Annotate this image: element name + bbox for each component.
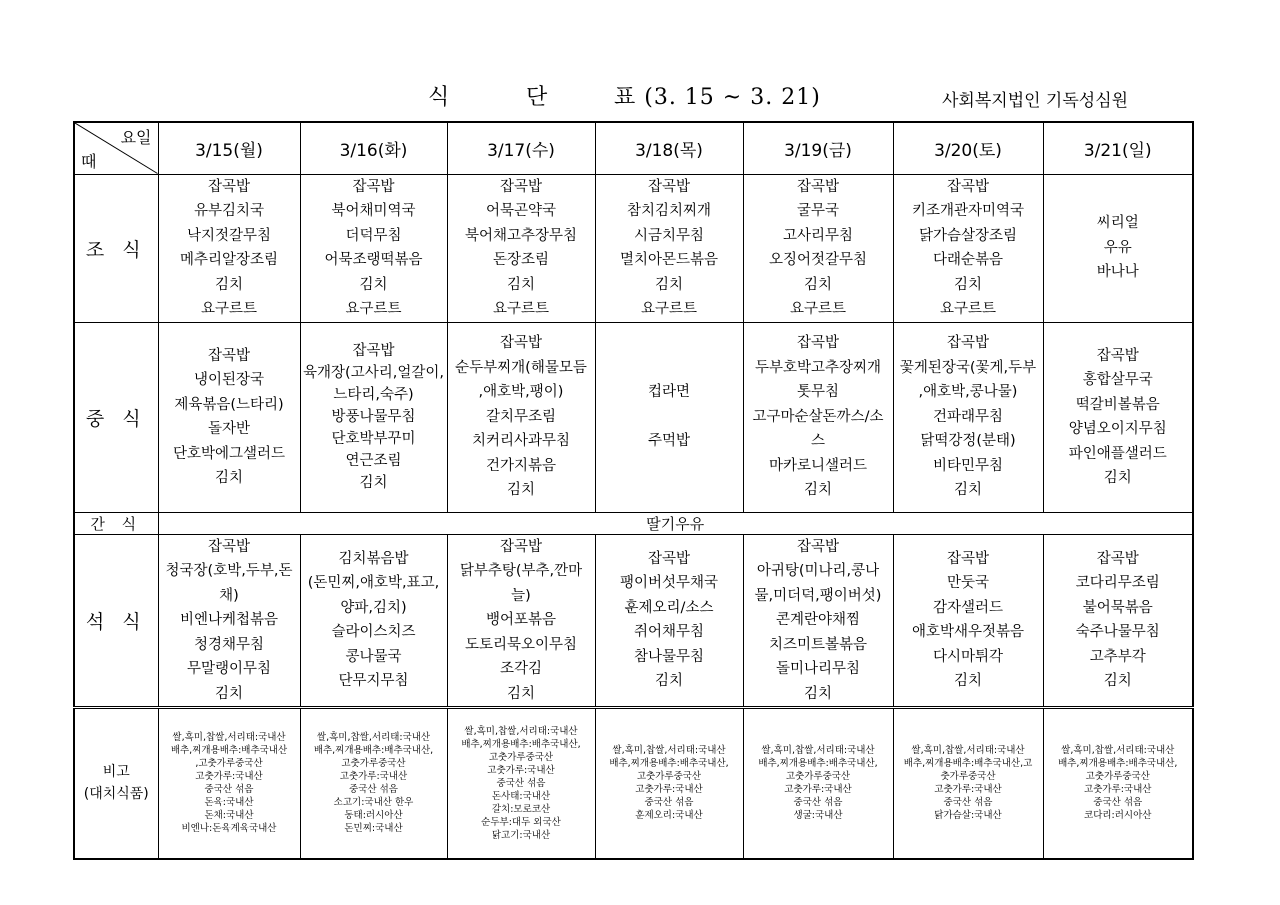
title-char-2: 단 [526,85,549,110]
menu-line: 잡곡밥 [1096,347,1139,364]
day-header: 3/19(금) [743,122,893,174]
header-row [74,122,1193,174]
notes-label [74,708,158,859]
menu-line: 돈육:국내산 [204,797,254,809]
menu-line: 김치 [214,685,243,702]
menu-line: 잡곡밥 [207,538,251,555]
menu-line: 단무지무침 [338,673,409,690]
menu-line: 춧가루중국산 [940,771,996,783]
menu-line: 배추,찌개용배추:배추국내산,고 [903,758,1033,770]
menu-line: 김치 [1103,673,1132,690]
menu-line: 고춧가루:국내산 [934,784,1002,796]
menu-line: ,애호박,팽이) [478,384,564,401]
menu-line: 중국산 섞음 [1093,797,1143,809]
menu-line: 쌀,흑미,찹쌀,서리태:국내산 [612,745,726,757]
menu-line: 아귀탕(미나리,콩나 [756,563,880,579]
menu-line: 잡곡밥 [796,335,840,352]
menu-line: 중국산 섞음 [349,784,398,796]
menu-line: 북어채고추장무침 [464,227,578,244]
menu-line: 육개장(고사리,얼갈이, [303,365,444,381]
menu-line: 치커리사과무침 [471,433,571,450]
day-header: 3/17(수) [447,122,595,174]
menu-line: 잡곡밥 [499,178,543,195]
menu-line: 시금치무침 [633,227,705,244]
day-header: 3/20(토) [893,122,1043,174]
menu-line: 돌미나리무침 [775,661,861,677]
menu-line: 양념오이지무침 [1068,421,1167,437]
menu-line: 늘) [511,587,531,604]
menu-line: 코다리무조림 [1075,575,1160,592]
menu-line: 메추리알장조림 [179,252,279,268]
menu-line: 김치 [654,276,683,293]
snack-cell: 딸기우유 [158,512,1193,534]
menu-cell [743,534,893,708]
menu-line: 비엔나:돈육계육국내산 [181,823,277,835]
menu-line: 톳무침 [796,384,840,401]
menu-line: 고사리무침 [782,227,854,244]
origin-note-cell [595,708,743,859]
notes-label-line: (대치식품) [83,786,149,803]
menu-line: 중국산 섞음 [204,784,254,796]
menu-line: 김치 [803,685,832,702]
menu-line: 김치 [654,673,683,690]
title-date-range: 표 (3. 15 ~ 3. 21) [614,85,821,110]
notes-label-line: 비고 [102,764,130,781]
menu-cell [300,174,447,322]
menu-line: 방풍나물무침 [331,409,416,425]
menu-line: 건가지볶음 [485,457,557,474]
menu-line: 요구르트 [640,301,698,317]
menu-line: 팽이버섯무채국 [619,575,719,592]
menu-line: (돈민찌,애호박,표고, [307,575,440,592]
menu-line: 잡곡밥 [207,178,251,195]
menu-line: 냉이된장국 [193,372,265,388]
menu-cell [158,174,300,322]
menu-line: 무말랭이무침 [186,661,272,677]
menu-line: 어묵조랭떡볶음 [324,252,423,268]
breakfast-row [74,174,1193,322]
menu-line: 닭고기:국내산 [491,829,551,841]
organization-name: 사회복지법인 기독성심원 [942,91,1129,111]
menu-cell [300,322,447,512]
menu-line: 김치 [214,276,243,293]
menu-line: 배추,찌개용배추:배추국내산 [170,745,288,757]
menu-line: 키조개관자미역국 [911,203,1025,219]
meal-plan-table [73,121,1194,860]
menu-line: 순두부:대두 외국산 [481,816,561,828]
menu-line: 잡곡밥 [1096,550,1139,567]
menu-line: 참나물무침 [633,648,705,665]
menu-line: 소고기:국내산 한우 [333,797,414,809]
menu-cell [1043,534,1193,708]
menu-line: 고춧가루중국산 [341,758,406,770]
menu-line: 쌀,흑미,찹쌀,서리태:국내산 [316,732,431,744]
menu-line: 우유 [1103,239,1132,256]
menu-line: 훈제오리:국내산 [635,810,703,822]
menu-line: 잡곡밥 [946,335,990,352]
menu-line: 단호박에그샐러드 [172,445,286,462]
menu-cell [1043,174,1193,322]
menu-line: 도토리묵오이무침 [464,636,578,653]
menu-cell [447,534,595,708]
menu-line: 잡곡밥 [352,178,395,195]
menu-cell [447,174,595,322]
menu-line: 잡곡밥 [499,538,543,555]
menu-line: 훈제오리/소스 [624,599,714,616]
menu-line: 비타민무침 [932,457,1004,474]
menu-line: 김치 [506,276,535,293]
menu-line: 콩나물국 [345,648,402,665]
menu-line: 씨리얼 [1096,215,1139,232]
page-title [428,80,821,111]
day-header: 3/15(월) [158,122,300,174]
menu-line: 고춧가루중국산 [488,751,554,763]
day-header: 3/21(일) [1043,122,1193,174]
menu-line: 김치 [953,276,982,293]
menu-line: 양파,김치) [340,599,407,616]
menu-line: 낙지젓갈무침 [186,227,272,244]
corner-cell [74,122,158,174]
menu-line: 꽃게된장국(꽃게,두부 [899,359,1037,376]
menu-line: 채) [219,587,239,604]
menu-line: 청경채무침 [193,636,265,653]
menu-line: 코다리:러시아산 [1084,810,1152,822]
menu-line: 생굴:국내산 [793,810,843,822]
menu-line: 고구마순살돈까스/소 [752,408,884,425]
menu-line: 불어묵볶음 [1082,599,1153,616]
menu-line: 배추,찌개용배추:배추국내산, [313,745,434,757]
menu-line: 감자샐러드 [932,599,1004,616]
menu-line: 치즈미트볼볶음 [768,636,868,653]
origin-note-cell [300,708,447,859]
menu-line: ,애호박,콩나물) [918,384,1018,401]
menu-line: 배추,찌개용배추:배추국내산, [609,758,729,770]
menu-line: ,고춧가루중국산 [195,758,263,770]
meal-label-snack: 간 식 [74,512,158,534]
menu-line: 잡곡밥 [946,178,990,195]
menu-line: 김치 [214,470,243,486]
menu-line: 유부김치국 [193,203,265,219]
menu-line: 배추,찌개용배추:배추국내산, [758,758,878,770]
notes-row [74,708,1193,859]
menu-line: 참치김치찌개 [626,203,712,219]
menu-line: 콘계란야채찜 [775,612,861,628]
menu-line: 김치 [1103,470,1132,486]
menu-line: 배추,찌개용배추:배추국내산, [461,738,581,750]
meal-label-dinner: 석 식 [74,534,158,708]
menu-line: 중국산 섞음 [644,797,694,809]
menu-line: 다래순볶음 [932,252,1004,268]
menu-line: 단호박부꾸미 [331,431,416,447]
menu-line: 돌자반 [207,421,251,437]
menu-line: 고춧가루:국내산 [339,771,408,783]
menu-line: 슬라이스치즈 [331,624,416,641]
origin-note-cell [1043,708,1193,859]
menu-line [596,405,743,430]
day-header: 3/18(목) [595,122,743,174]
menu-line: 중국산 섞음 [943,797,993,809]
menu-line: 고춧가루:국내산 [195,771,263,783]
menu-line: 고춧가루:국내산 [784,784,852,796]
menu-line: 잡곡밥 [499,335,543,352]
menu-line: 연근조림 [345,453,402,469]
menu-cell [893,322,1043,512]
menu-cell [158,322,300,512]
menu-line: 요구르트 [345,301,402,317]
menu-line: 김치 [506,685,535,702]
menu-cell [743,322,893,512]
menu-line: 고춧가루:국내산 [1084,784,1152,796]
menu-line: 북어채미역국 [331,203,416,219]
menu-line: 쌀,흑미,찹쌀,서리태:국내산 [1061,745,1175,757]
corner-meal-label: 때 [81,151,97,171]
menu-line: 김치 [803,276,832,293]
origin-note-cell [893,708,1043,859]
menu-line: 고춧가루:국내산 [487,764,555,776]
menu-line: 잡곡밥 [647,178,691,195]
menu-line: 동태:러시아산 [344,810,403,822]
menu-line: 고춧가루중국산 [1085,771,1150,783]
menu-cell [158,534,300,708]
meal-label-lunch: 중 식 [74,322,158,512]
menu-line: 스 [810,433,825,450]
menu-line: 건파래무침 [932,408,1004,425]
menu-line: 잡곡밥 [207,347,251,364]
title-char-1: 식 [428,85,451,110]
menu-line: 컵라면 [647,384,691,401]
menu-line: 순두부찌개(해물모듬 [455,359,587,376]
menu-line: 닭가슴살:국내산 [934,810,1002,822]
menu-line: 중국산 섞음 [496,777,546,789]
menu-line: 돈사태:국내산 [491,790,551,802]
menu-line: 김치 [506,482,535,499]
menu-line: 요구르트 [789,301,847,317]
menu-line: 쌀,흑미,찹쌀,서리태:국내산 [464,725,578,737]
menu-line: 김치 [953,482,982,499]
menu-line: 닭가슴살장조림 [918,227,1018,244]
menu-line: 닭부추탕(부추,깐마 [459,563,583,579]
menu-cell [1043,322,1193,512]
menu-line: 만둣국 [946,575,990,592]
menu-line: 고춧가루중국산 [785,771,851,783]
menu-line: 잡곡밥 [647,550,691,567]
menu-line: 더덕무침 [345,227,402,244]
menu-line: 바나나 [1096,264,1139,281]
menu-line: 조각김 [499,661,543,677]
menu-line: 갈치:모로코산 [491,803,551,815]
menu-cell [893,174,1043,322]
menu-line: 멸치아몬드볶음 [619,252,719,268]
menu-line: 어묵곤약국 [485,203,557,219]
menu-line: 김치볶음밥 [338,550,409,567]
menu-line: 마카로니샐러드 [768,457,868,474]
menu-line: 김치 [803,482,832,499]
day-header: 3/16(화) [300,122,447,174]
menu-line: 쌀,흑미,찹쌀,서리태:국내산 [911,745,1025,757]
menu-line: 고춧가루:국내산 [635,784,703,796]
menu-line: 배추,찌개용배추:배추국내산, [1058,758,1178,770]
menu-line: 고추부각 [1089,648,1146,665]
menu-line: 떡갈비볼볶음 [1075,396,1160,413]
menu-cell [743,174,893,322]
menu-line: 쌀,흑미,찹쌀,서리태:국내산 [761,745,875,757]
menu-cell [595,174,743,322]
menu-line: 돈민찌:국내산 [344,823,403,835]
menu-line: 비엔나케첩볶음 [179,612,279,628]
menu-line: 오징어젓갈무침 [768,252,868,268]
menu-line: 돈채:국내산 [204,810,254,822]
menu-line: 요구르트 [200,301,258,317]
origin-note-cell [743,708,893,859]
menu-line: 쌀,흑미,찹쌀,서리태:국내산 [172,732,286,744]
menu-cell [300,534,447,708]
snack-row [74,512,1193,534]
menu-line: 느타리,숙주) [333,387,414,403]
menu-line: 김치 [359,475,388,491]
lunch-row [74,322,1193,512]
menu-line: 물,미더덕,팽이버섯) [754,587,882,604]
menu-line: 잡곡밥 [796,178,840,195]
menu-line: 제육볶음(느타리) [174,396,284,413]
menu-line: 애호박새우젓볶음 [911,624,1025,641]
menu-line: 잡곡밥 [796,538,840,555]
menu-line: 김치 [953,673,982,690]
origin-note-cell [158,708,300,859]
menu-line: 두부호박고추장찌개 [754,359,882,376]
menu-line: 홍합살무국 [1082,372,1153,388]
corner-day-label: 요일 [120,128,152,147]
menu-line: 쥐어채무침 [633,624,705,641]
menu-line: 김치 [359,276,388,293]
menu-cell [893,534,1043,708]
menu-line: 숙주나물무침 [1075,624,1160,641]
menu-line: 요구르트 [492,301,550,317]
menu-cell [595,322,743,512]
menu-line: 뱅어포볶음 [485,612,557,628]
menu-cell [595,534,743,708]
meal-label-breakfast: 조 식 [74,174,158,322]
menu-cell [447,322,595,512]
menu-line: 잡곡밥 [352,343,395,359]
menu-line: 닭떡강정(분태) [920,433,1016,450]
menu-line: 청국장(호박,두부,돈 [165,563,293,579]
menu-line: 주먹밥 [647,433,691,450]
menu-line: 고춧가루중국산 [636,771,702,783]
origin-note-cell [447,708,595,859]
menu-line: 다시마튀각 [932,648,1004,665]
menu-line: 파인애플샐러드 [1068,445,1167,462]
dinner-row [74,534,1193,708]
menu-line: 돈장조림 [492,252,550,268]
menu-line: 갈치무조림 [485,408,557,425]
menu-line: 중국산 섞음 [793,797,843,809]
menu-line: 요구르트 [939,301,997,317]
menu-line: 잡곡밥 [946,550,990,567]
menu-line: 굴무국 [796,203,840,219]
